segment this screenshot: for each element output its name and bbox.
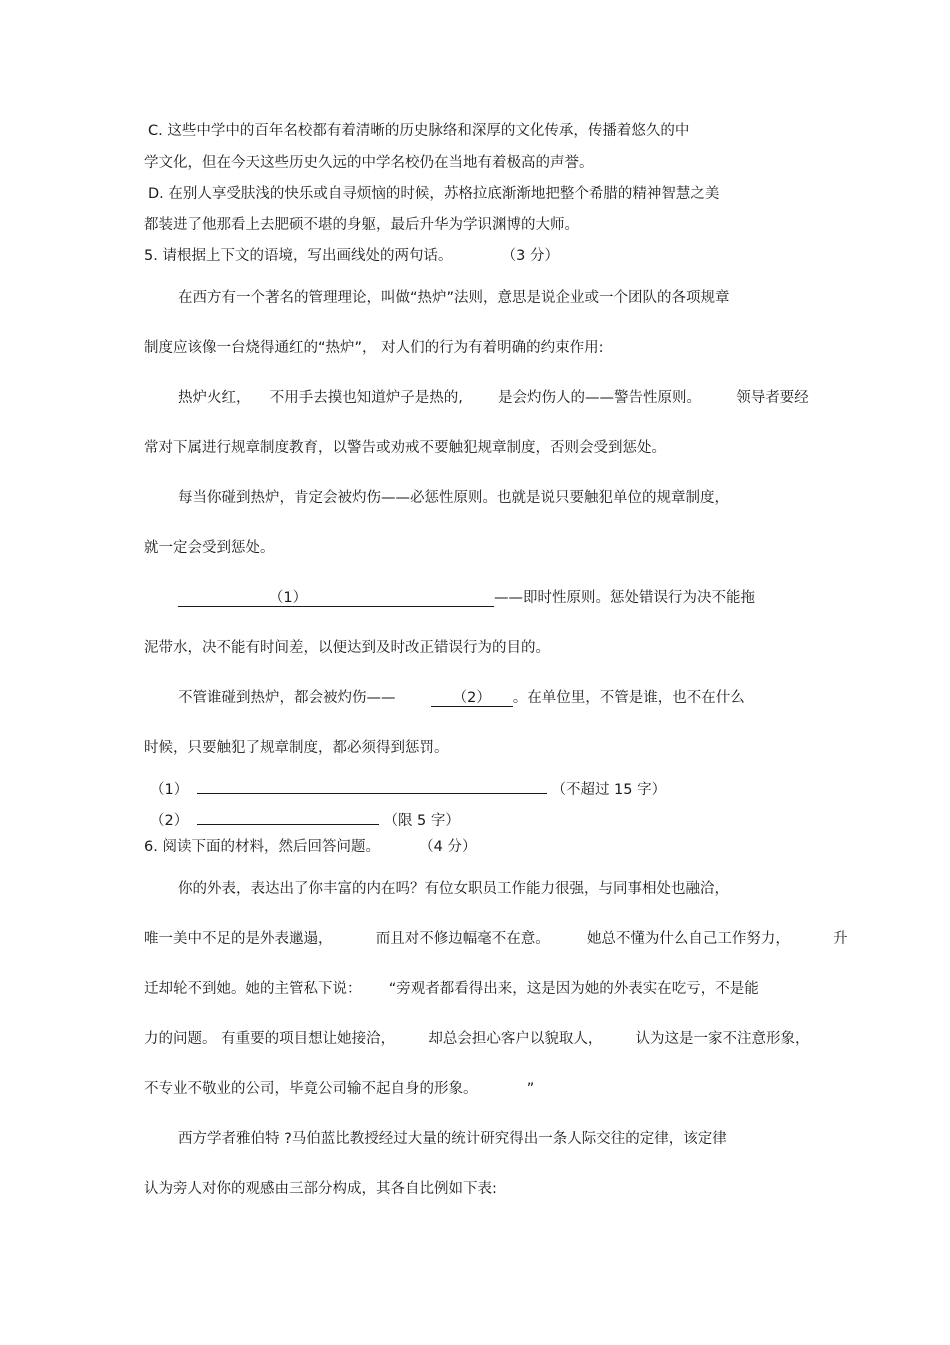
answer-2-number: （2） [150,813,189,829]
blank-2-label: （2） [452,690,491,706]
q6-p2-line-2: 认为旁人对你的观感由三部分构成，其各自比例如下表: [144,1181,497,1197]
q6-p1-line-3-a: 迁却轮不到她。她的主管私下说： [144,981,362,997]
answer-2-line[interactable] [197,806,379,825]
q6-p1-line-3-b: “旁观者都看得出来，这是因为她的外表实在吃亏，不是能 [388,981,759,997]
q5-p4-line-2: 泥带水，决不能有时间差，以便达到及时改正错误行为的目的。 [144,640,550,656]
q5-p4-rest: ——即时性原则。惩处错误行为决不能拖 [494,590,755,606]
q6-p1-line-2-a: 唯一美中不足的是外表邋遢， [144,931,333,947]
blank-1-underline[interactable] [178,588,494,607]
q6-p1-line-2-c: 她总不懂为什么自己工作努力， [586,931,790,947]
answer-2-note: （限 5 字） [383,813,460,829]
answer-2-row [150,806,460,831]
q5-p3-line-1: 每当你碰到热炉，肯定会被灼伤——必惩性原则。也就是说只要触犯单位的规章制度， [178,490,729,506]
q5-p3-line-2: 就一定会受到惩处。 [144,540,275,556]
q6-p1-line-2-b: 而且对不修边幅毫不在意。 [375,931,550,947]
blank-2-underline[interactable] [431,688,513,707]
q6-p2-line-1: 西方学者雅伯特 ?马伯蓝比教授经过大量的统计研究得出一条人际交往的定律，该定律 [178,1131,727,1147]
q6-p1-line-3 [144,979,759,999]
option-d-line-1: D. 在别人享受肤浅的快乐或自寻烦恼的时候，苏格拉底渐渐地把整个希腊的精神智慧之美 [148,186,720,202]
q6-heading-text: 6. 阅读下面的材料，然后回答问题。 [144,839,380,855]
option-c-line-1: C. 这些中学中的百年名校都有着清晰的历史脉络和深厚的文化传承，传播着悠久的中 [148,123,690,139]
q5-p1-line-2: 制度应该像一台烧得通红的“热炉”， 对人们的行为有着明确的约束作用: [144,340,604,356]
q6-heading [144,837,477,857]
answer-1-line[interactable] [197,775,547,794]
q5-p5-seg-a: 不管谁碰到热炉，都会被灼伤—— [178,690,396,706]
q6-p1-line-5-b: ” [526,1081,535,1097]
q6-p1-line-4-b: 却总会担心客户以貌取人， [428,1031,603,1047]
q5-p5-line-2: 时候，只要触犯了规章制度，都必须得到惩罚。 [144,740,449,756]
q6-score: （4 分） [419,839,477,855]
q6-p1-line-2-d: 升 [833,931,848,947]
q5-heading-text: 5. 请根据上下文的语境，写出画线处的两句话。 [144,248,453,264]
q6-p1-line-5-a: 不专业不敬业的公司，毕竟公司输不起自身的形象。 [144,1081,478,1097]
option-d-line-2: 都装进了他那看上去肥硕不堪的身躯，最后升华为学识渊博的大师。 [144,217,579,233]
q5-p2-line-2: 常对下属进行规章制度教育，以警告或劝戒不要触犯规章制度，否则会受到惩处。 [144,440,666,456]
q5-score: （3 分） [501,248,560,264]
q5-p2-seg-a: 热炉火红， [178,390,251,406]
q5-p2-seg-d: 领导者要经 [736,390,809,406]
answer-1-row [150,775,666,800]
q6-p1-line-4-c: 认为这是一家不注意形象， [635,1031,810,1047]
q5-p1-line-1: 在西方有一个著名的管理理论，叫做“热炉”法则，意思是说企业或一个团队的各项规章 [178,290,730,306]
q6-p1-line-2 [144,929,848,949]
q5-p5-seg-b: 。在单位里，不管是谁，也不在什么 [512,690,745,706]
q5-p2-seg-b: 不用手去摸也知道炉子是热的, [269,390,463,406]
q5-p4-line-1 [178,588,755,608]
q5-p2-line-1 [178,388,809,408]
q5-heading [144,246,559,266]
q6-p1-line-1: 你的外表，表达出了你丰富的内在吗？有位女职员工作能力很强，与同事相处也融洽， [178,881,729,897]
q6-p1-line-5 [144,1079,534,1099]
blank-1-label: （1） [268,590,308,606]
answer-1-number: （1） [150,782,189,798]
option-c-line-2: 学文化，但在今天这些历史久远的中学名校仍在当地有着极高的声誉。 [144,155,594,171]
q5-p2-seg-c: 是会灼伤人的——警告性原则。 [498,390,702,406]
q6-p1-line-4 [144,1029,810,1049]
q5-p5-line-1 [178,688,745,708]
answer-1-note: （不超过 15 字） [551,782,667,798]
q6-p1-line-4-a: 力的问题。 有重要的项目想让她接洽， [144,1031,396,1047]
